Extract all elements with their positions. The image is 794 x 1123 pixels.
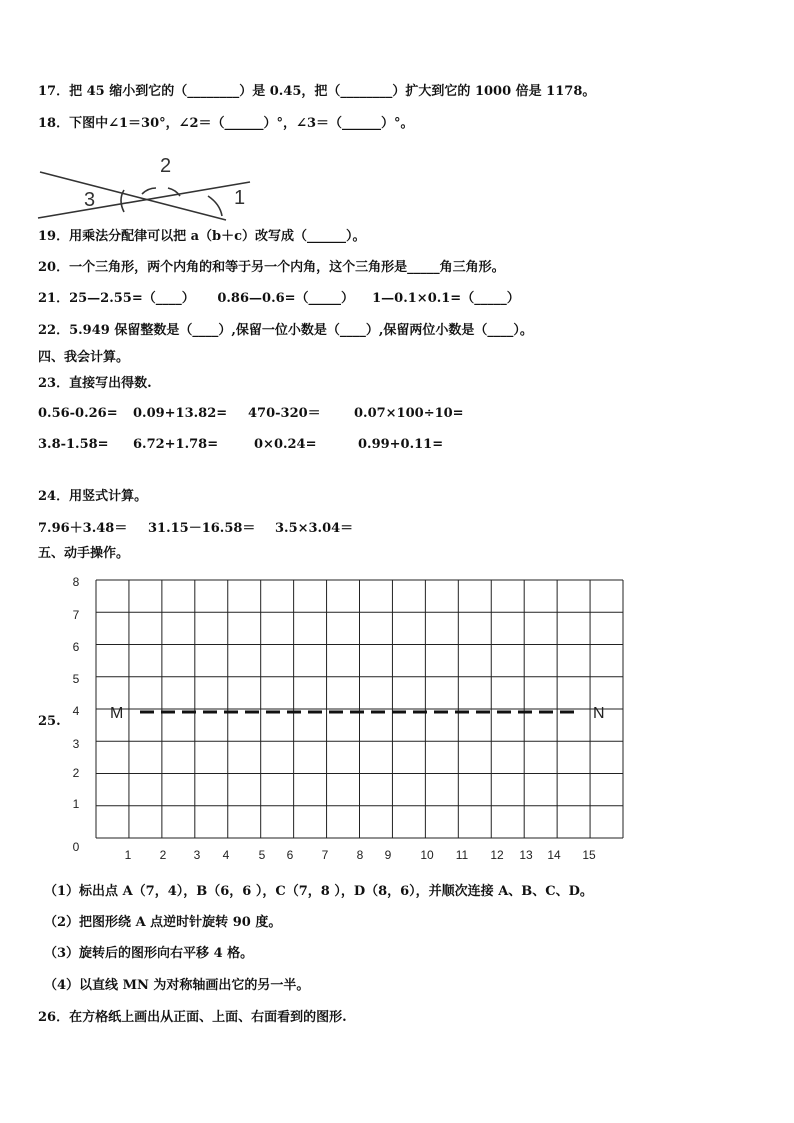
q23-row1-item1: 0.56-0.26= [38,406,118,421]
question-19: 19．用乘法分配律可以把 a（b＋c）改写成（______）。 [38,229,366,244]
q23-row2-item1: 3.8-1.58= [38,437,109,452]
y-tick-label: 1 [72,797,80,811]
grid-x-labels [125,848,596,862]
x-tick-label: 6 [286,848,294,862]
y-tick-label: 2 [72,766,80,780]
y-tick-label: 4 [72,704,80,718]
x-tick-label: 4 [222,848,230,862]
q25-sub4: （4）以直线 MN 为对称轴画出它的另一半。 [44,978,310,993]
x-tick-label: 11 [455,848,469,862]
question-23: 23．直接写出得数. [38,376,152,391]
question-20: 20．一个三角形，两个内角的和等于另一个内角，这个三角形是_____角三角形。 [38,260,505,275]
point-m-label: M [110,705,124,722]
q23-row1-item3: 470-320＝ [248,406,321,421]
q23-row2-item2: 6.72+1.78= [133,437,219,452]
x-tick-label: 15 [582,848,596,862]
angle-label-1: 1 [234,187,246,209]
question-18: 18．下图中∠1＝30°，∠2＝（______）°，∠3＝（______）°。 [38,116,414,131]
question-24: 24．用竖式计算。 [38,489,148,504]
q25-sub2: （2）把图形绕 A 点逆时针旋转 90 度。 [44,915,282,930]
point-n-label: N [593,705,605,722]
q23-row1-item2: 0.09+13.82= [133,406,228,421]
y-tick-label: 7 [72,608,80,622]
question-26: 26．在方格纸上画出从正面、上面、右面看到的图形. [38,1010,347,1025]
y-tick-label: 8 [72,575,80,589]
q24-item1: 7.96＋3.48＝ [38,521,128,536]
section-5-heading: 五、动手操作。 [38,546,130,561]
q23-row2-item4: 0.99+0.11= [358,437,444,452]
y-tick-label: 3 [72,737,80,751]
x-tick-label: 12 [490,848,504,862]
y-tick-label: 0 [72,840,80,854]
q24-item3: 3.5×3.04＝ [275,521,354,536]
x-tick-label: 8 [356,848,364,862]
section-4-heading: 四、我会计算。 [38,350,130,365]
x-tick-label: 5 [258,848,266,862]
angle-label-3: 3 [84,189,96,211]
angle-label-2: 2 [160,155,172,177]
grid-y-labels [73,575,80,854]
y-tick-label: 5 [72,672,80,686]
x-tick-label: 13 [519,848,533,862]
grid-lines [96,580,623,838]
q24-item2: 31.15－16.58＝ [148,521,256,536]
q25-sub1: （1）标出点 A（7，4），B（6，6 ），C（7，8 ），D（8，6），并顺次连接 A、B、C、D。 [44,884,593,899]
x-tick-label: 9 [384,848,392,862]
question-22: 22．5.949 保留整数是（____）,保留一位小数是（____）,保留两位小数是（____）。 [38,323,533,338]
q23-row1-item4: 0.07×100÷10= [354,406,464,421]
q25-sub3: （3）旋转后的图形向右平移 4 格。 [44,946,254,961]
q23-row2-item3: 0×0.24= [254,437,317,452]
question-25-label: 25. [38,714,61,729]
x-tick-label: 14 [547,848,561,862]
x-tick-label: 2 [159,848,167,862]
x-tick-label: 1 [124,848,132,862]
x-tick-label: 7 [321,848,329,862]
x-tick-label: 10 [420,848,434,862]
x-tick-label: 3 [193,848,201,862]
y-tick-label: 6 [72,640,80,654]
question-21: 21．25—2.55=（____） 0.86—0.6=（_____） 1—0.1×0.1=（_____） [38,291,520,306]
question-17: 17．把 45 缩小到它的（________）是 0.45，把（________）扩大到它的 1000 倍是 1178。 [38,84,596,99]
